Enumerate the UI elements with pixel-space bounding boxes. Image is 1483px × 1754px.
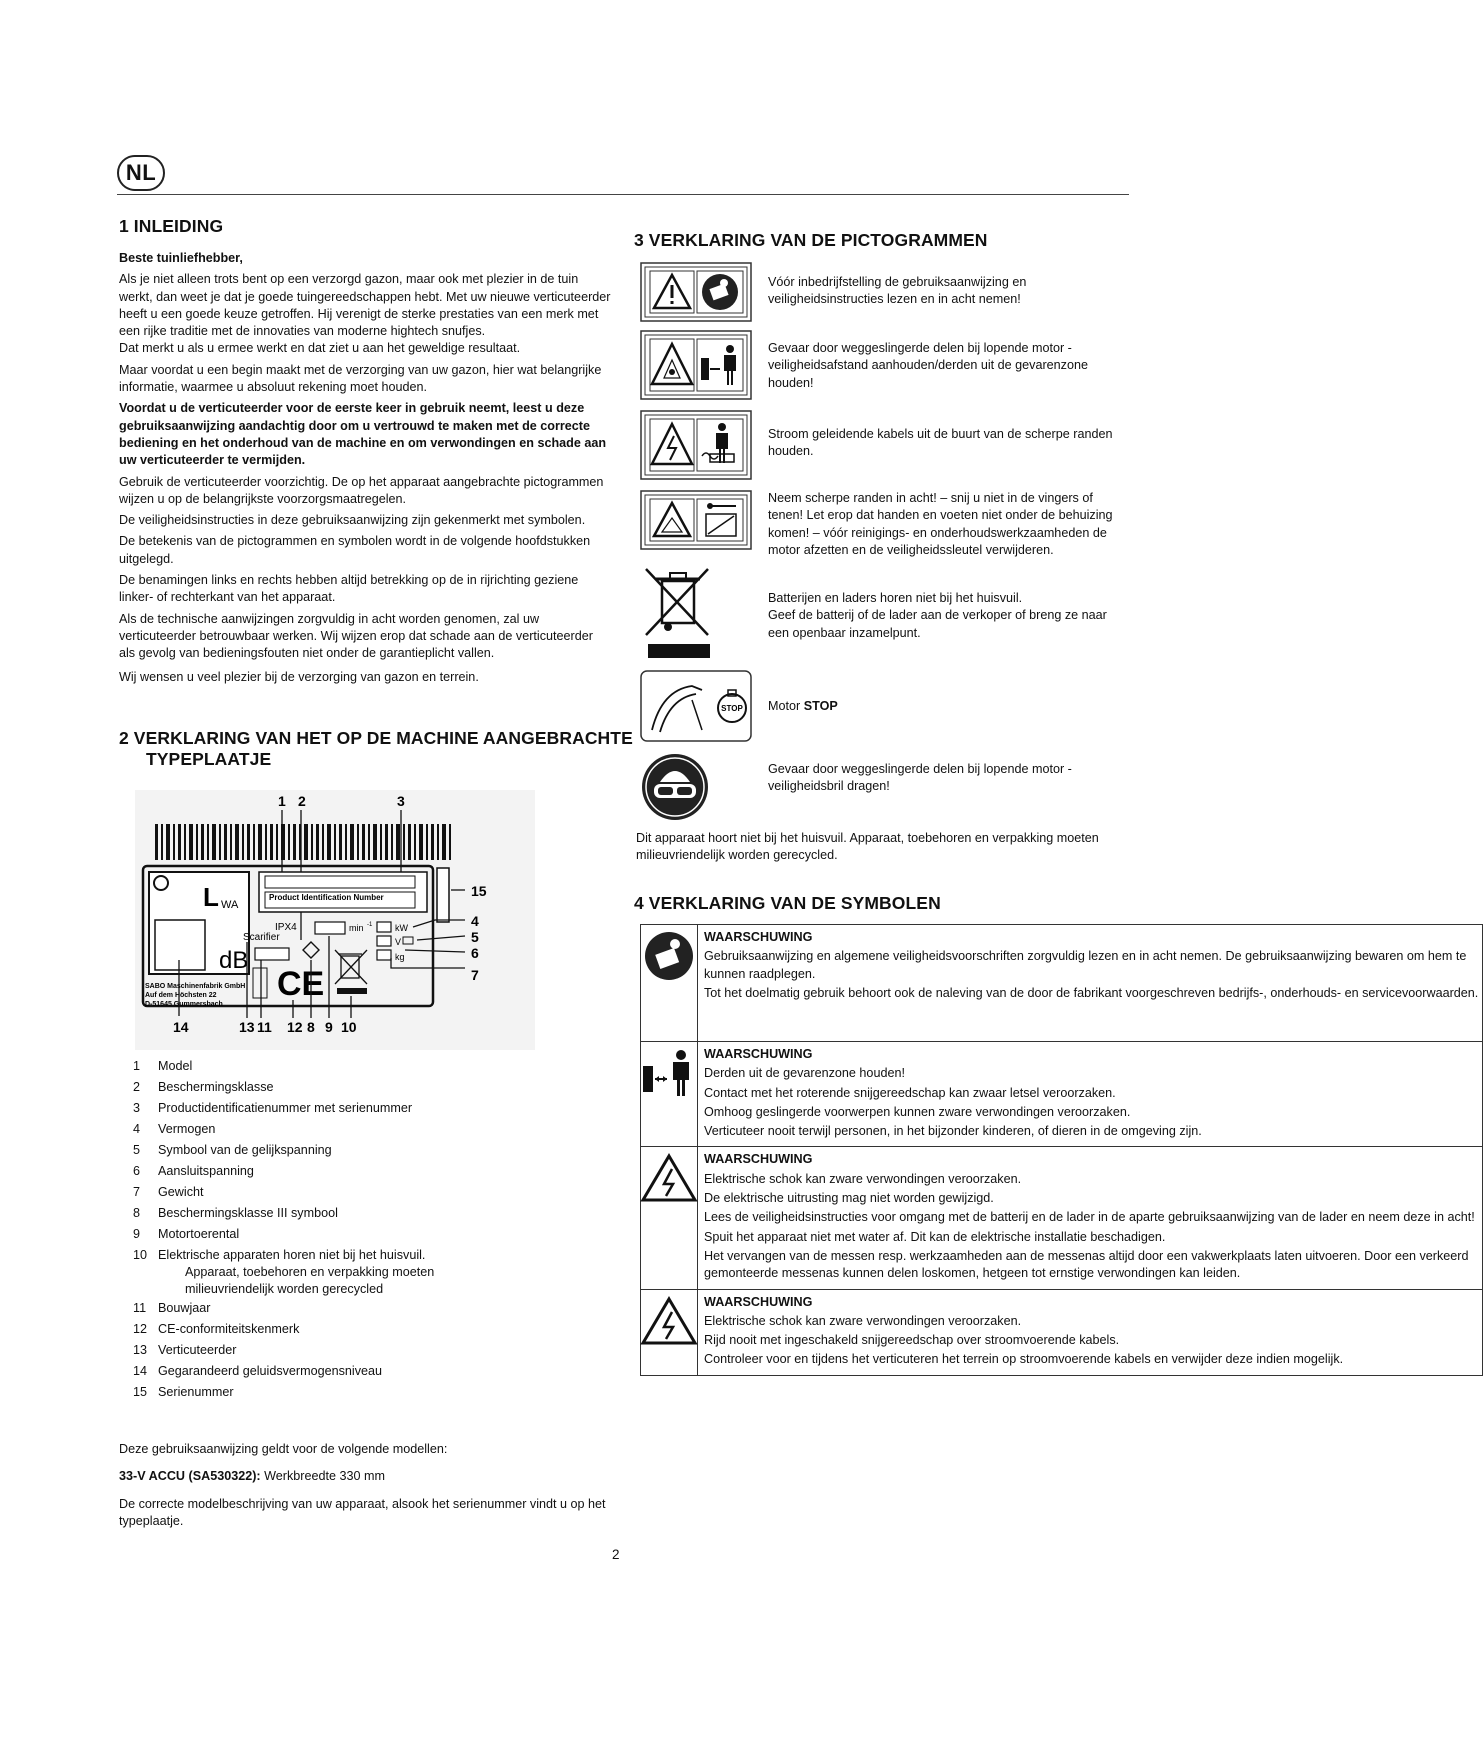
warning-title: WAARSCHUWING bbox=[704, 930, 813, 944]
warning-line: Het vervangen van de messen resp. werkzaamheden aan de messenas altijd door een vakwerkplaats laten uitvoeren. Door een verkeerd gemonteerde messenas kunnen delen loskomen, hetgeen tot ernstige verwondingen kan leiden. bbox=[704, 1248, 1469, 1281]
symbol-icon-cell bbox=[641, 1289, 698, 1375]
min-superscript: -1 bbox=[367, 922, 373, 928]
legend-item: 4 Vermogen bbox=[133, 1122, 216, 1136]
legend-item: 14 Gegarandeerd geluidsvermogensniveau bbox=[133, 1364, 383, 1378]
callout-15: 15 bbox=[471, 883, 487, 899]
callout-6: 6 bbox=[471, 945, 479, 961]
symbol-row bbox=[641, 1042, 1483, 1147]
legend-item: 12 CE-conformiteitskenmerk bbox=[133, 1322, 300, 1336]
warning-line: Gebruiksaanwijzing en algemene veiligheidsvoorschriften zorgvuldig lezen en in acht nemen. De gebruiksaanwijzing bewaren om hem te kunnen raadplegen. bbox=[704, 949, 1467, 981]
section-3-heading: 3 VERKLARING VAN DE PICTOGRAMMEN bbox=[634, 230, 988, 250]
callout-8: 8 bbox=[307, 1019, 315, 1035]
section-4-heading: 4 VERKLARING VAN DE SYMBOLEN bbox=[634, 893, 941, 913]
type-plate-legend bbox=[133, 1056, 603, 1403]
db-label: dB bbox=[219, 947, 249, 974]
legend-item: 2 Beschermingsklasse bbox=[133, 1080, 274, 1094]
safety-glasses-icon bbox=[640, 752, 710, 822]
intro-paragraph: Wij wensen u veel plezier bij de verzorging van gazon en terrein. bbox=[119, 669, 479, 684]
warning-line: Verticuteer nooit terwijl personen, in het bijzonder kinderen, of dieren in de omgeving zijn. bbox=[704, 1124, 1202, 1139]
pictogram-row bbox=[640, 330, 1120, 400]
section-1-heading: 1 INLEIDING bbox=[119, 216, 224, 236]
intro-paragraph: De benamingen links en rechts hebben altijd betrekking op de in rijrichting geziene linker- of rechterkant van het apparaat. bbox=[119, 573, 579, 605]
warning-title: WAARSCHUWING bbox=[704, 1047, 813, 1061]
symbol-text-cell bbox=[698, 1042, 1483, 1147]
thrown-objects-distance-icon bbox=[640, 330, 752, 400]
pictogram-row bbox=[640, 262, 1120, 322]
keep-distance-icon bbox=[641, 1048, 697, 1098]
pictogram-text: Vóór inbedrijfstelling de gebruiksaanwijzing en veiligheidsinstructies lezen en in acht nemen! bbox=[768, 275, 1027, 307]
legend-item: 9 Motortoerental bbox=[133, 1227, 240, 1241]
crossed-bin-icon bbox=[640, 565, 720, 660]
legend-item: 11 Bouwjaar bbox=[133, 1301, 211, 1315]
type-plate-figure bbox=[135, 790, 535, 1050]
callout-7: 7 bbox=[471, 967, 479, 983]
model-width: Werkbreedte 330 mm bbox=[260, 1469, 385, 1484]
page-number: 2 bbox=[612, 1547, 620, 1562]
pictogram-text-line: Batterijen en laders horen niet bij het huisvuil. bbox=[768, 591, 1023, 605]
section-2-heading-line1: 2 VERKLARING VAN HET OP DE MACHINE AANGEBRACHTE bbox=[119, 728, 633, 748]
callout-2: 2 bbox=[298, 793, 306, 809]
language-badge: NL bbox=[117, 155, 165, 191]
symbol-text-cell bbox=[698, 1289, 1483, 1375]
motor-stop-icon bbox=[640, 670, 752, 742]
read-manual-icon bbox=[644, 931, 694, 981]
electric-shock-icon bbox=[641, 1296, 697, 1346]
intro-paragraph: De veiligheidsinstructies in deze gebruiksaanwijzing zijn gekenmerkt met symbolen. bbox=[119, 513, 586, 528]
product-id-label: Product Identification Number bbox=[269, 893, 384, 902]
symbol-row bbox=[641, 925, 1483, 1042]
legend-item: 3 Productidentificatienummer met serienummer bbox=[133, 1101, 413, 1115]
intro-paragraph: Maar voordat u een begin maakt met de verzorging van uw gazon, hier wat belangrijke informatie, waarmee u absoluut rekening moet houden. bbox=[119, 362, 602, 395]
callout-14: 14 bbox=[173, 1019, 189, 1035]
pictogram-text bbox=[768, 590, 1118, 642]
pictogram-row bbox=[640, 490, 1120, 557]
warning-line: Derden uit de gevarenzone houden! bbox=[704, 1066, 905, 1081]
warning-line: Contact met het roterende snijgereedschap kan zwaar letsel veroorzaken. bbox=[704, 1085, 1116, 1100]
v-label: V bbox=[395, 937, 402, 947]
pictogram-row bbox=[640, 670, 1120, 742]
pictogram-text: Gevaar door weggeslingerde delen bij lopende motor - veiligheidsbril dragen! bbox=[768, 762, 1072, 794]
legend-item: 8 Beschermingsklasse III symbool bbox=[133, 1206, 338, 1220]
models-closing: De correcte modelbeschrijving van uw apparaat, alsook het serienummer vindt u op het typeplaatje. bbox=[119, 1496, 606, 1528]
symbol-row bbox=[641, 1147, 1483, 1289]
symbol-icon-cell bbox=[641, 925, 698, 1042]
min-unit: min bbox=[349, 923, 364, 933]
scarifier-label: Scarifier bbox=[243, 932, 280, 943]
legend-item: 5 Symbool van de gelijkspanning bbox=[133, 1143, 332, 1157]
symbol-row bbox=[641, 1289, 1483, 1375]
kw-label: kW bbox=[395, 923, 408, 933]
motor-label: Motor bbox=[768, 699, 804, 713]
callout-10: 10 bbox=[341, 1019, 357, 1035]
callout-5: 5 bbox=[471, 929, 479, 945]
legend-item: 6 Aansluitspanning bbox=[133, 1164, 254, 1178]
symbol-icon-cell bbox=[641, 1042, 698, 1147]
callout-4: 4 bbox=[471, 913, 479, 929]
legend-item: 1 Model bbox=[133, 1059, 193, 1073]
warning-title: WAARSCHUWING bbox=[704, 1152, 813, 1167]
symbol-text-cell bbox=[698, 925, 1483, 1042]
electric-shock-icon bbox=[641, 1153, 697, 1203]
intro-paragraph: Als je niet alleen trots bent op een verzorgd gazon, maar ook met plezier in de tuin werkt, dan weet je dat je goede tuingereedschappen hebt. Met uw nieuwe verticuteerder heeft u een goede keuze getroffen. Hij verenigt de sterke prestaties van een merk met een rijke traditie met de innovaties van moderne hightech snufjes. bbox=[119, 272, 611, 339]
lwa-symbol: L bbox=[203, 882, 219, 912]
intro-paragraph: Als de technische aanwijzingen zorgvuldig in acht worden genomen, zal uw verticuteerder betrouwbaar werken. Wij wijzen erop dat schade aan de verticuteerder als gevolg van bedieningsfouten niet onder de garantieplicht vallen. bbox=[119, 611, 593, 661]
pictogram-row bbox=[640, 752, 1120, 822]
pictogram-text: Gevaar door weggeslingerde delen bij lopende motor - veiligheidsafstand aanhouden/derden uit de gevarenzone houden! bbox=[768, 341, 1088, 390]
intro-paragraph: Dat merkt u als u ermee werkt en dat ziet u aan het geweldige resultaat. bbox=[119, 341, 521, 356]
warning-line: Tot het doelmatig gebruik behoort ook de naleving van de door de fabrikant voorgeschreven bedrijfs-, onderhouds- en servicevoorwaarden. bbox=[704, 985, 1479, 1000]
callout-1: 1 bbox=[278, 793, 286, 809]
type-plate-illustration bbox=[135, 790, 535, 1050]
symbols-table bbox=[640, 924, 1483, 1376]
legend-item: 15 Serienummer bbox=[133, 1385, 234, 1399]
stop-label: STOP bbox=[803, 699, 838, 713]
lwa-subscript: WA bbox=[221, 899, 239, 911]
warning-line: Elektrische schok kan zware verwondingen veroorzaken. bbox=[704, 1171, 1022, 1186]
warning-line: Elektrische schok kan zware verwondingen veroorzaken. bbox=[704, 1313, 1022, 1328]
warning-line: Omhoog geslingerde voorwerpen kunnen zware verwondingen veroorzaken. bbox=[704, 1104, 1131, 1119]
warning-title: WAARSCHUWING bbox=[704, 1294, 813, 1309]
pictogram-row bbox=[640, 410, 1120, 480]
warning-line: De elektrische uitrusting mag niet worden gewijzigd. bbox=[704, 1191, 994, 1206]
section-1-body bbox=[119, 250, 611, 690]
maker-line-3: D-51645 Gummersbach bbox=[145, 1001, 223, 1008]
electric-cable-warning-icon bbox=[640, 410, 752, 480]
symbol-text-cell bbox=[698, 1147, 1483, 1289]
sharp-blades-warning-icon bbox=[640, 490, 752, 550]
greeting: Beste tuinliefhebber, bbox=[119, 251, 243, 265]
warning-line: Controleer voor en tijdens het verticuteren het terrein op stroomvoerende kabels en verwijder deze indien mogelijk. bbox=[704, 1352, 1344, 1367]
legend-item: 7 Gewicht bbox=[133, 1185, 204, 1199]
pictogram-text: Stroom geleidende kabels uit de buurt van de scherpe randen houden. bbox=[768, 427, 1113, 459]
legend-item: 13 Verticuteerder bbox=[133, 1343, 237, 1357]
model-code: 33-V ACCU (SA530322): bbox=[119, 1469, 261, 1484]
section-2-heading-line2: TYPEPLAATJE bbox=[146, 749, 272, 769]
callout-3: 3 bbox=[397, 793, 405, 809]
intro-paragraph: Gebruik de verticuteerder voorzichtig. De op het apparaat aangebrachte pictogrammen wijzen u op de belangrijkste voorzorgsmaatregelen. bbox=[119, 474, 604, 506]
recycle-note: Dit apparaat hoort niet bij het huisvuil. Apparaat, toebehoren en verpakking moeten milieuvriendelijk worden gerecycled. bbox=[636, 831, 1099, 863]
stop-icon-label: STOP bbox=[721, 704, 743, 713]
ce-mark: CE bbox=[277, 965, 325, 1003]
warning-line: Lees de veiligheidsinstructies voor omgang met de batterij en de lader in de aparte gebruiksaanwijzing van de lader en neem deze in acht! bbox=[704, 1210, 1475, 1225]
warning-line: Rijd nooit met ingeschakeld snijgereedschap over stroomvoerende kabels. bbox=[704, 1333, 1120, 1348]
warning-line: Spuit het apparaat niet met water af. Dit kan de elektrische installatie beschadigen. bbox=[704, 1229, 1166, 1244]
pictogram-row bbox=[640, 565, 1120, 660]
model-line bbox=[119, 1468, 611, 1485]
intro-paragraph: De betekenis van de pictogrammen en symbolen wordt in de volgende hoofdstukken uitgelegd. bbox=[119, 534, 591, 566]
legend-item: 10 Elektrische apparaten horen niet bij het huisvuil. Apparaat, toebehoren en verpakking moeten milieuvriendelijk worden gerecycled bbox=[133, 1248, 435, 1296]
maker-line-1: SABO Maschinenfabrik GmbH bbox=[145, 983, 246, 990]
pictogram-text: Neem scherpe randen in acht! – snij u niet in de vingers of tenen! Let erop dat handen en voeten niet onder de behuizing komen! – vóór reinigings- en onderhoudswerkzaamheden de motor afzetten en de veiligheidssleutel verwijderen. bbox=[768, 491, 1113, 557]
section-2-heading bbox=[119, 728, 633, 770]
callout-9: 9 bbox=[325, 1019, 333, 1035]
callout-11: 11 bbox=[257, 1019, 272, 1035]
read-manual-warning-icon bbox=[640, 262, 752, 322]
kg-label: kg bbox=[395, 952, 405, 962]
models-intro: Deze gebruiksaanwijzing geldt voor de volgende modellen: bbox=[119, 1442, 448, 1456]
maker-line-2: Auf dem Höchsten 22 bbox=[145, 992, 217, 999]
pictogram-text bbox=[768, 698, 1118, 715]
symbol-icon-cell bbox=[641, 1147, 698, 1289]
ipx4-label: IPX4 bbox=[275, 922, 297, 933]
intro-warning-bold: Voordat u de verticuteerder voor de eerste keer in gebruik neemt, leest u deze gebruiksaanwijzing aandachtig door om u vertrouwd te maken met de correcte bediening en het onderhoud van de machine en om verwondingen en schade aan uw verticuteerder te vermijden. bbox=[119, 401, 607, 468]
models-block bbox=[119, 1441, 611, 1534]
pictogram-text-line: Geef de batterij of de lader aan de verkoper of breng ze naar een openbaar inzamelpunt. bbox=[768, 608, 1107, 640]
header-rule bbox=[117, 194, 1129, 195]
callout-12: 12 bbox=[287, 1019, 303, 1035]
callout-13: 13 bbox=[239, 1019, 255, 1035]
